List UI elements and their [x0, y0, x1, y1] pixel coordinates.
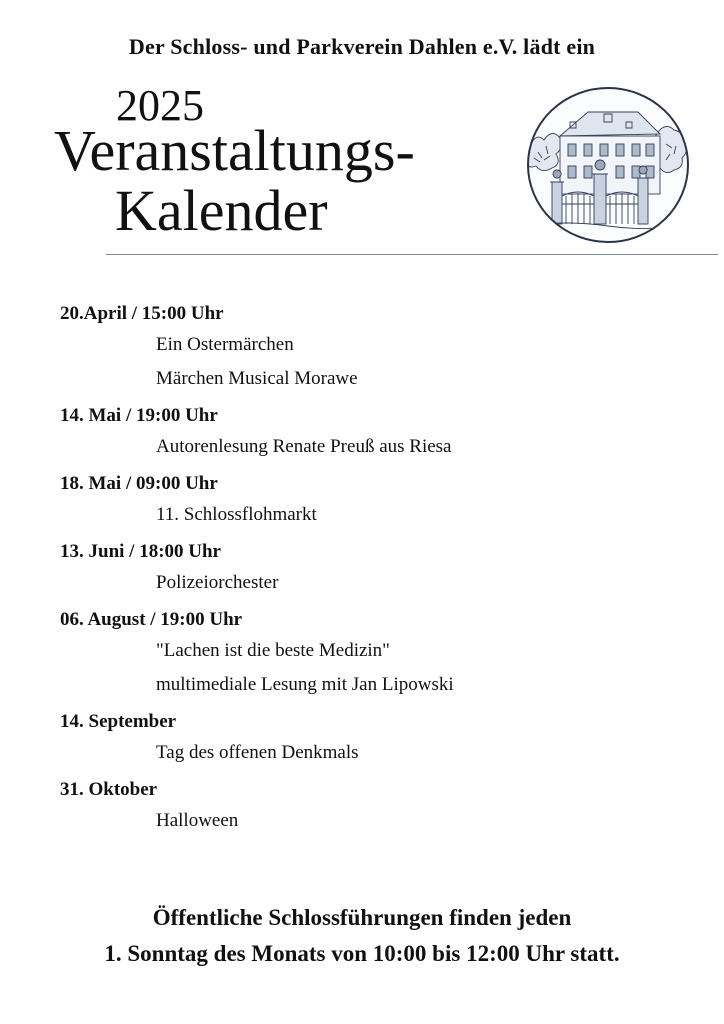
- event-title: Halloween: [156, 810, 239, 831]
- event-date: 31. Oktober: [60, 779, 158, 800]
- event-title: Ein Ostermärchen: [156, 334, 294, 355]
- event-entry: [60, 402, 700, 470]
- event-date: 20.April / 15:00 Uhr: [60, 303, 224, 324]
- event-date: 13. Juni / 18:00 Uhr: [60, 541, 221, 562]
- title-line-2: Kalender: [115, 178, 328, 243]
- castle-drawing-icon: [526, 86, 690, 244]
- event-title: Polizeiorchester: [156, 572, 279, 593]
- event-date: 18. Mai / 09:00 Uhr: [60, 473, 218, 494]
- title-line-1: Veranstaltungs-: [54, 118, 415, 183]
- event-date: 14. September: [60, 711, 177, 732]
- event-entry: [60, 708, 700, 776]
- invitation-line: Der Schloss- und Parkverein Dahlen e.V. lädt ein: [128, 34, 596, 59]
- event-date: 14. Mai / 19:00 Uhr: [60, 405, 218, 426]
- tour-notice: [0, 900, 724, 972]
- event-entry: [60, 776, 700, 838]
- event-subtitle: Märchen Musical Morawe: [156, 368, 358, 389]
- event-entry: [60, 606, 700, 708]
- event-title: "Lachen ist die beste Medizin": [156, 640, 390, 661]
- event-entry: [60, 470, 700, 538]
- event-entry: [60, 538, 700, 606]
- event-title: Autorenlesung Renate Preuß aus Riesa: [156, 436, 452, 457]
- event-subtitle: multimediale Lesung mit Jan Lipowski: [156, 674, 454, 695]
- header-divider: [106, 254, 718, 255]
- tour-notice-line-1: Öffentliche Schlossführungen finden jeden: [152, 905, 572, 930]
- event-entry: [60, 300, 700, 402]
- event-list: [60, 300, 700, 838]
- event-title: 11. Schlossflohmarkt: [156, 504, 317, 525]
- event-title: Tag des offenen Denkmals: [156, 742, 359, 763]
- event-date: 06. August / 19:00 Uhr: [60, 609, 243, 630]
- tour-notice-line-2: 1. Sonntag des Monats von 10:00 bis 12:00 Uhr statt.: [104, 941, 620, 966]
- calendar-year: 2025: [116, 81, 204, 130]
